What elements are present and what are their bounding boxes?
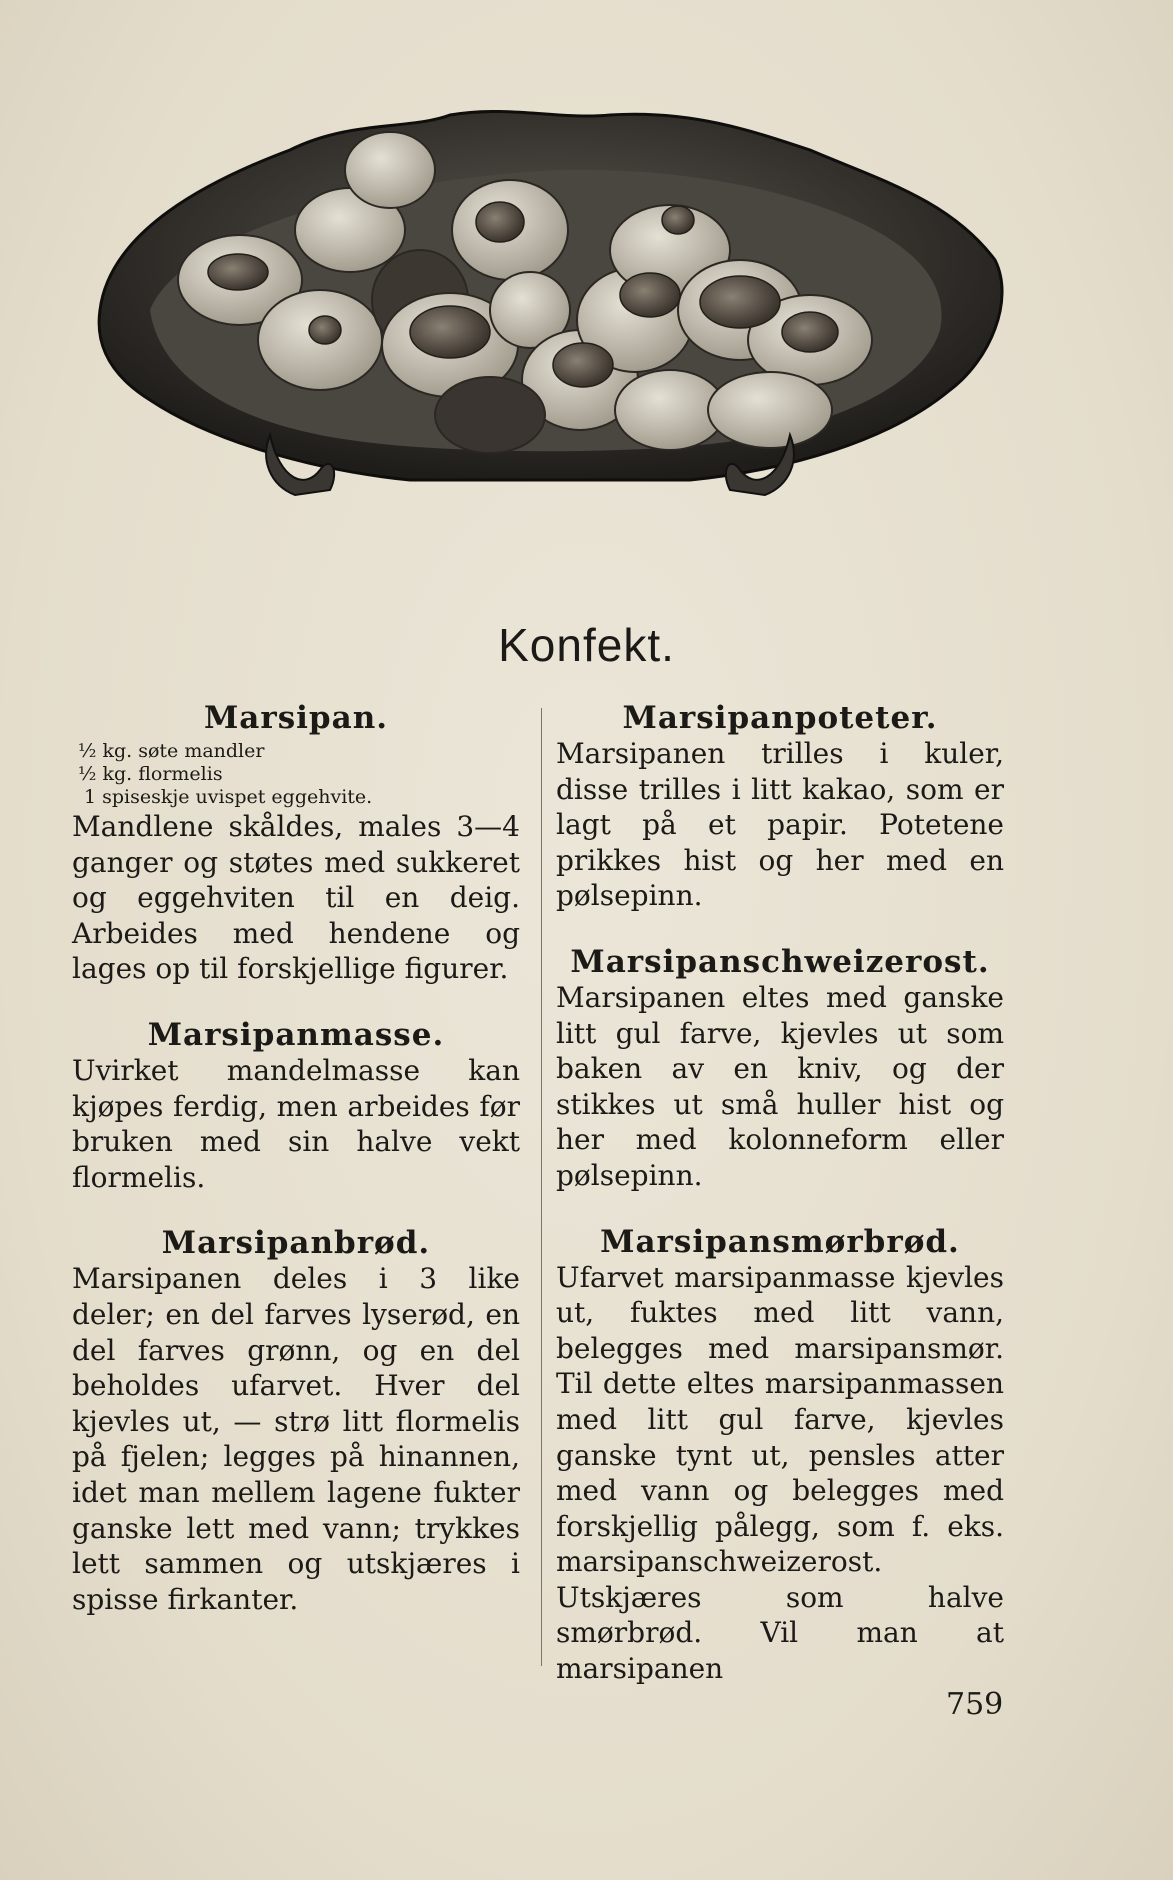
- page-title: Konfekt.: [498, 619, 675, 671]
- recipe-heading: Marsipanbrød.: [161, 1225, 431, 1262]
- recipe-marsipansmorbrod: [556, 1224, 1004, 1687]
- recipe-heading: Marsipanmasse.: [147, 1016, 445, 1053]
- recipe-body: Marsipanen deles i 3 like deler; en del farves lyserød, en del farves grønn, og en del beholdes ufarvet. Hver del kjevles ut, — strø litt flormelis på fjelen; legges på hinannen, idet man mellem lagene fukter ganske lett med vann; trykkes lett sammen og utskjæres i spisse firkanter.: [72, 1262, 520, 1616]
- ingredient-item: 1 spiseskje uvispet eggehvite.: [84, 786, 373, 808]
- bowl-of-marzipan-icon: [90, 110, 1010, 600]
- left-column: [72, 700, 520, 1647]
- recipe-body: Marsipanen eltes med ganske litt gul farve, kjevles ut som baken av en kniv, og der stikkes ut små huller hist og her med kolonneform eller pølsepinn.: [556, 980, 1004, 1192]
- ingredient-list: [72, 740, 520, 809]
- recipe-heading: Marsipansmørbrød.: [600, 1223, 960, 1260]
- ingredient-item: ½ kg. flormelis: [78, 763, 223, 785]
- recipe-body: Mandlene skåldes, males 3—4 ganger og støtes med sukkeret og eggehviten til en deig. Arbeides med hendene og lages op til forskjellige figurer.: [72, 810, 520, 986]
- column-divider: [541, 708, 542, 1666]
- right-column: [556, 700, 1004, 1717]
- page-number: 759: [946, 1687, 1004, 1722]
- ingredient-item: ½ kg. søte mandler: [78, 740, 265, 762]
- recipe-marsipanpoteter: [556, 700, 1004, 914]
- recipe-marsipanmasse: [72, 1017, 520, 1195]
- recipe-body: Uvirket mandelmasse kan kjøpes ferdig, men arbeides før bruken med sin halve vekt flormelis.: [72, 1053, 520, 1194]
- recipe-body: Ufarvet marsipanmasse kjevles ut, fuktes med litt vann, belegges med marsipansmør. Til dette eltes marsipanmassen med litt gul farve, kjevles ganske tynt ut, pensles atter med vann og belegges med forskjellig pålegg, som f. eks. marsipanschweizerost. Utskjæres som halve smørbrød. Vil man at marsipanen: [556, 1260, 1004, 1686]
- recipe-marsipan: [72, 700, 520, 987]
- recipe-body: Marsipanen trilles i kuler, disse trilles i litt kakao, som er lagt på et papir. Potetene prikkes hist og her med en pølsepinn.: [556, 737, 1004, 913]
- recipe-heading: Marsipanpoteter.: [622, 700, 938, 736]
- recipe-heading: Marsipanschweizerost.: [570, 943, 990, 980]
- recipe-marsipanbrod: [72, 1225, 520, 1617]
- recipe-marsipanschweizerost: [556, 944, 1004, 1194]
- recipe-heading: Marsipan.: [203, 700, 389, 736]
